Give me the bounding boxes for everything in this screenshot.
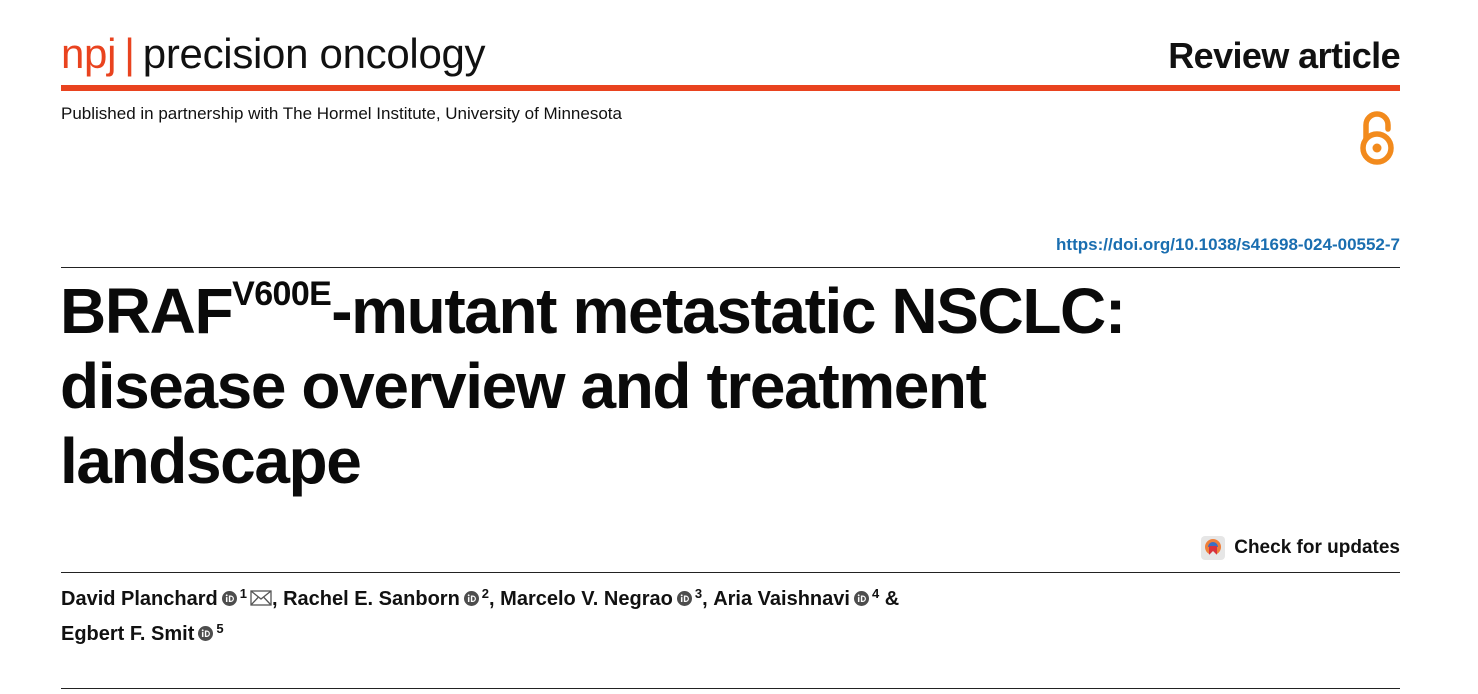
orcid-icon[interactable] bbox=[464, 591, 479, 606]
orcid-icon[interactable] bbox=[198, 626, 213, 641]
title-variant: V600E bbox=[232, 274, 332, 313]
author-separator: , bbox=[271, 588, 284, 610]
authors-bottom-rule bbox=[61, 688, 1400, 689]
title-top-rule bbox=[61, 267, 1400, 268]
author-item bbox=[500, 588, 713, 610]
title-line2: disease overview and treatment bbox=[60, 350, 986, 422]
check-for-updates-label: Check for updates bbox=[1234, 537, 1400, 558]
journal-name: precision oncology bbox=[142, 30, 486, 77]
orcid-icon[interactable] bbox=[677, 591, 692, 606]
check-for-updates-icon bbox=[1200, 535, 1226, 561]
orcid-icon[interactable] bbox=[854, 591, 869, 606]
author-item bbox=[61, 588, 283, 610]
check-for-updates-button[interactable] bbox=[1200, 535, 1400, 561]
partnership-note: Published in partnership with The Hormel Institute, University of Minnesota bbox=[61, 104, 622, 123]
author-list bbox=[61, 579, 1061, 649]
author-separator: , bbox=[489, 588, 501, 610]
author-affiliation: 1 bbox=[239, 586, 247, 601]
author-name[interactable]: Egbert F. Smit bbox=[61, 623, 195, 645]
author-affiliation: 4 bbox=[871, 586, 880, 601]
title-gene: BRAF bbox=[60, 275, 233, 347]
author-affiliation: 3 bbox=[694, 586, 703, 601]
title-line3: landscape bbox=[60, 425, 361, 497]
author-name[interactable]: Aria Vaishnavi bbox=[713, 588, 850, 610]
author-affiliation: 2 bbox=[481, 586, 490, 601]
author-name[interactable]: Rachel E. Sanborn bbox=[283, 588, 460, 610]
article-type: Review article bbox=[1168, 35, 1400, 76]
author-affiliation: 5 bbox=[216, 621, 224, 636]
authors-top-rule bbox=[61, 572, 1400, 573]
author-item bbox=[61, 623, 224, 645]
journal-separator: | bbox=[124, 30, 135, 77]
author-name[interactable]: David Planchard bbox=[61, 588, 218, 610]
open-access-icon[interactable] bbox=[1354, 103, 1400, 167]
author-separator: , bbox=[702, 588, 714, 610]
mail-icon[interactable] bbox=[250, 590, 272, 606]
orcid-icon[interactable] bbox=[222, 591, 237, 606]
author-item bbox=[713, 588, 899, 610]
journal-title[interactable] bbox=[61, 28, 485, 80]
journal-brand: npj bbox=[61, 30, 117, 77]
author-name[interactable]: Marcelo V. Negrao bbox=[500, 588, 673, 610]
article-title bbox=[60, 274, 1360, 499]
author-separator: & bbox=[879, 588, 900, 610]
author-item bbox=[283, 588, 500, 610]
title-line1-rest: -mutant metastatic NSCLC: bbox=[331, 275, 1125, 347]
doi-link[interactable]: https://doi.org/10.1038/s41698-024-00552-7 bbox=[1056, 235, 1400, 254]
header-rule bbox=[61, 85, 1400, 91]
